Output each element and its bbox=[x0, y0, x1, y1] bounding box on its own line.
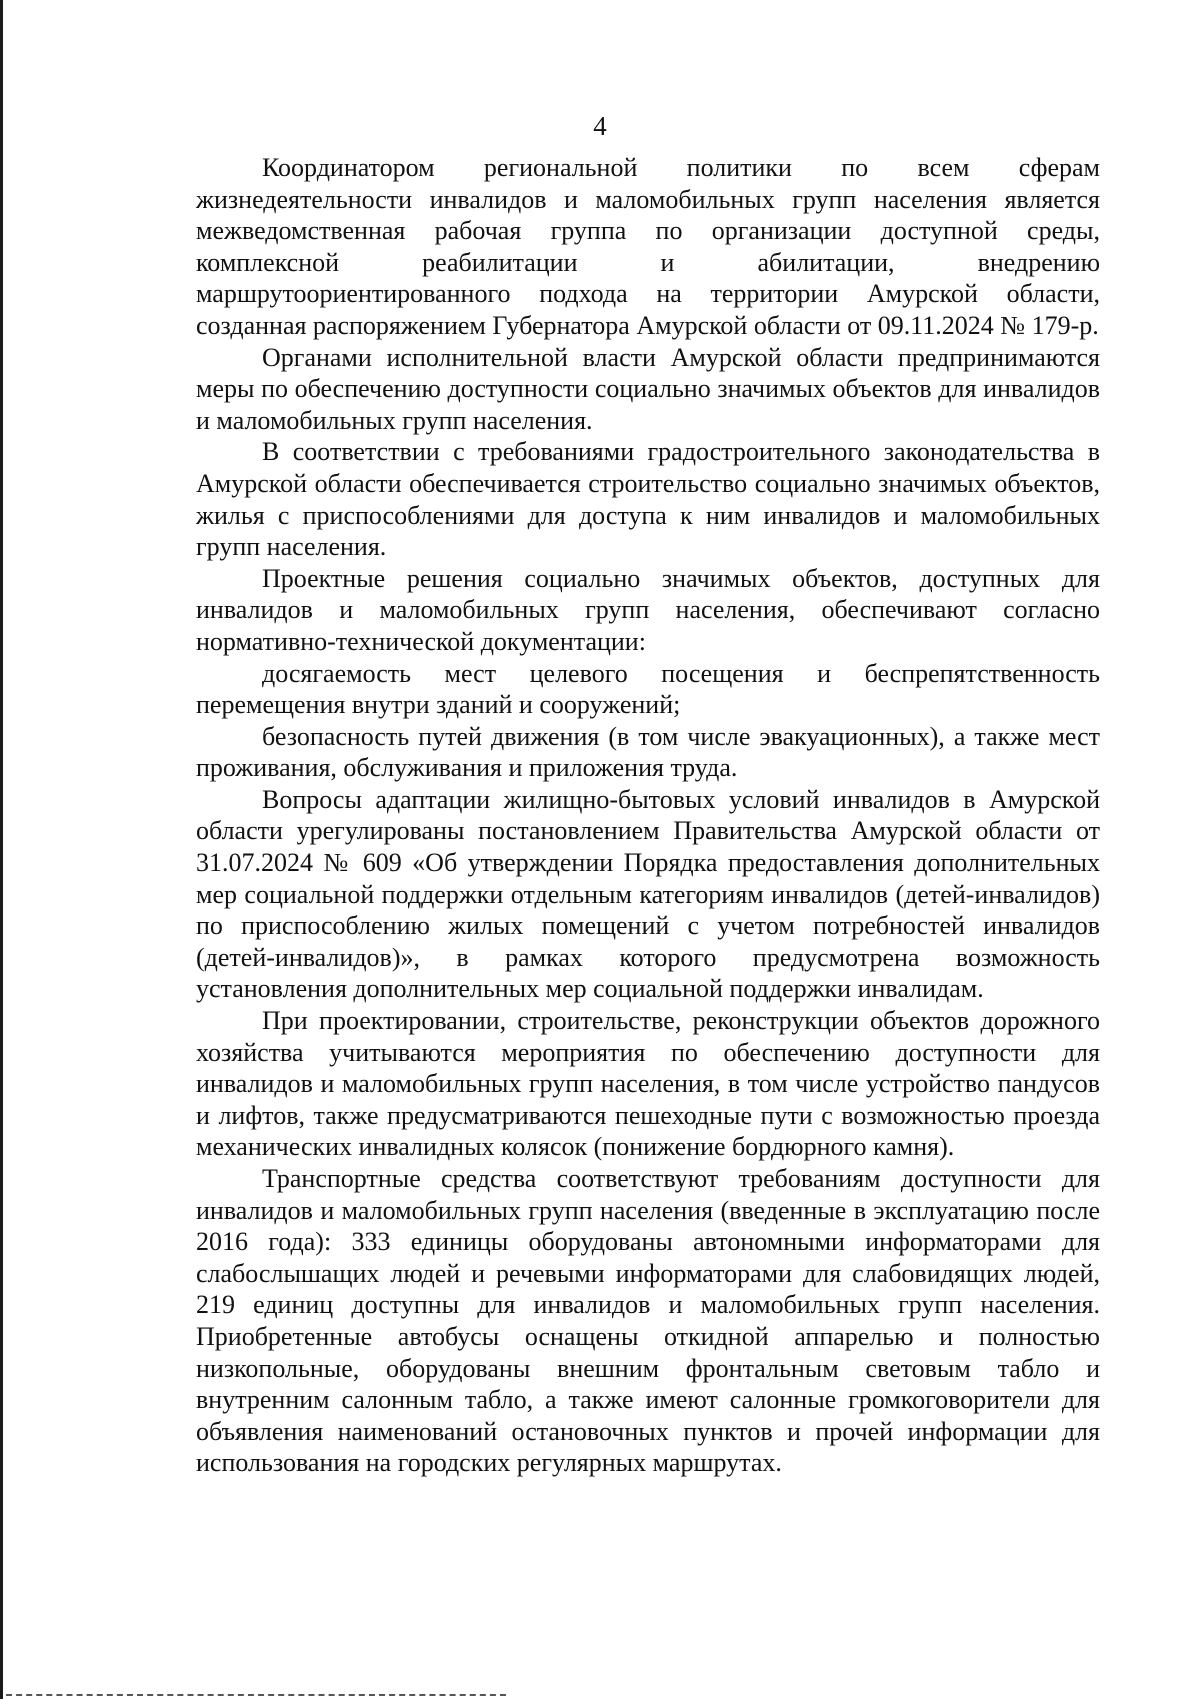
bottom-dashed-rule bbox=[6, 1694, 506, 1696]
paragraph-reachability: досягаемость мест целевого посещения и беспрепятственность перемещения внутри зданий и сооружений; bbox=[196, 658, 1100, 720]
paragraph-urban-planning: В соответствии с требованиями градостроительного законодательства в Амурской области обеспечивается строительство социально значимых объектов, жилья с приспособлениями для доступа к ним инвалидов и маломобильных групп населения. bbox=[196, 437, 1100, 562]
scan-edge-line bbox=[0, 0, 3, 1699]
paragraph-design-solutions: Проектные решения социально значимых объектов, доступных для инвалидов и маломобильных групп населения, обеспечивают согласно нормативно-технической документации: bbox=[196, 563, 1100, 656]
paragraph-coordinator: Координатором региональной политики по всем сферам жизнедеятельности инвалидов и маломобильных групп населения является межведомственная рабочая группа по организации доступной среды, комплексной реабилитации и абилитации, внедрению маршрутоориентированного подхода на территории Амурской области, созданная распоряжением Губернатора Амурской области от 09.11.2024 № 179-р. bbox=[196, 153, 1100, 340]
page-number: 4 bbox=[593, 111, 607, 141]
paragraph-executive-measures: Органами исполнительной власти Амурской области предпринимаются меры по обеспечению доступности социально значимых объектов для инвалидов и маломобильных групп населения. bbox=[196, 342, 1100, 435]
paragraph-transport: Транспортные средства соответствуют требованиям доступности для инвалидов и маломобильных групп населения (введенные в эксплуатацию после 2016 года): 333 единицы оборудованы автономными информаторами для слабослышащих людей и речевыми информаторами для слабовидящих людей, 219 единиц доступны для инвалидов и маломобильных групп населения. Приобретенные автобусы оснащены откидной аппарелью и полностью низкопольные, оборудованы внешним фронтальным световым табло и внутренним салонным табло, а также имеют салонные громкоговорители для объявления наименований остановочных пунктов и прочей информации для использования на городских регулярных маршрутах. bbox=[196, 1164, 1100, 1478]
paragraph-road-facilities: При проектировании, строительстве, реконструкции объектов дорожного хозяйства учитываются мероприятия по обеспечению доступности для инвалидов и маломобильных групп населения, в том числе устройство пандусов и лифтов, также предусматриваются пешеходные пути с возможностью проезда механических инвалидных колясок (понижение бордюрного камня). bbox=[196, 1006, 1100, 1162]
paragraph-housing-adaptation: Вопросы адаптации жилищно-бытовых условий инвалидов в Амурской области урегулированы постановлением Правительства Амурской области от 31.07.2024 № 609 «Об утверждении Порядка предоставления дополнительных мер социальной поддержки отдельным категориям инвалидов (детей-инвалидов) по приспособлению жилых помещений с учетом потребностей инвалидов (детей-инвалидов)», в рамках которого предусмотрена возможность установления дополнительных мер социальной поддержки инвалидам. bbox=[196, 784, 1100, 1004]
document-body bbox=[196, 152, 1100, 1479]
paragraph-safety: безопасность путей движения (в том числе эвакуационных), а также мест проживания, обслуживания и приложения труда. bbox=[196, 721, 1100, 783]
